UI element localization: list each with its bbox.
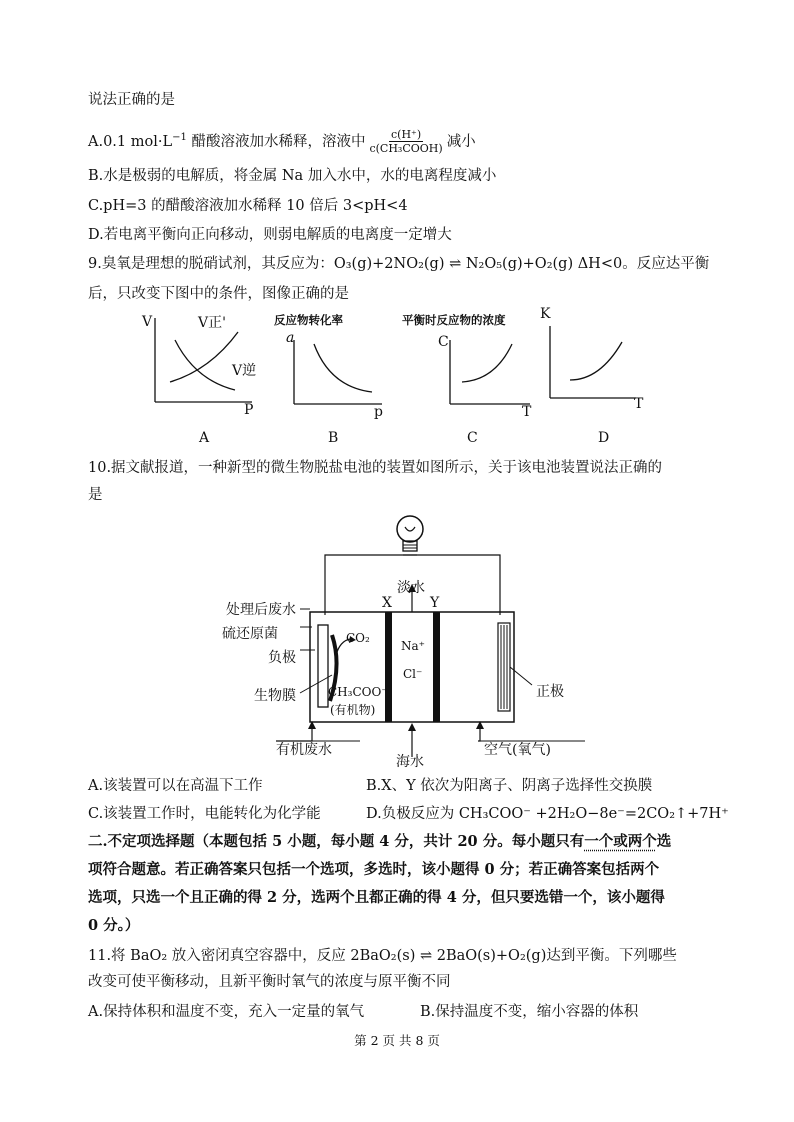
label-sea-water: 海水 <box>396 754 424 770</box>
q9-line1: 9.臭氧是理想的脱硝试剂，其反应为：O₃(g)+2NO₂(g) ⇌ N₂O₅(g)+O₂(g) ΔH<0。反应达平衡 <box>88 256 710 272</box>
label-cathode: 正极 <box>536 684 564 700</box>
q10-option-b: B.X、Y 依次为阳离子、阴离子选择性交换膜 <box>366 778 653 794</box>
label-waste-water: 有机废水 <box>276 742 332 758</box>
q10-line1: 10.据文献报道，一种新型的微生物脱盐电池的装置如图所示，关于该电池装置说法正确的 <box>88 460 663 476</box>
graph-c-y-label: C <box>438 334 449 350</box>
lightbulb-icon <box>397 516 423 551</box>
membrane-y <box>433 612 440 722</box>
q10-option-a: A.该装置可以在高温下工作 <box>88 778 263 794</box>
graph-a-letter: A <box>199 430 210 446</box>
label-na: Na⁺ <box>401 639 425 653</box>
graph-c-letter: C <box>467 430 478 446</box>
graph-c-title: 平衡时反应物的浓度 <box>402 313 506 327</box>
battery-diagram <box>200 505 620 770</box>
graph-a-y-label: V <box>142 314 153 330</box>
q8-option-c: C.pH=3 的醋酸溶液加水稀释 10 倍后 3<pH<4 <box>88 198 408 214</box>
graph-c-svg <box>400 312 540 422</box>
membrane-x <box>385 612 392 722</box>
graph-b-curve <box>314 344 372 392</box>
graph-a <box>140 310 270 420</box>
graph-a-curve1-label: V正' <box>198 315 226 331</box>
page-footer: 第 2 页 共 8 页 <box>354 1033 440 1048</box>
label-bacteria: 硫还原菌 <box>222 626 278 642</box>
label-air: 空气(氧气) <box>484 742 551 758</box>
graph-d-x-label: T <box>634 396 644 412</box>
graph-d-letter: D <box>598 430 610 446</box>
q10-option-d: D.负极反应为 CH₃COO⁻ +2H₂O−8e⁻=2CO₂↑+7H⁺ <box>366 806 729 822</box>
q8-a-fraction <box>367 128 444 155</box>
label-fresh-water: 淡水 <box>397 580 425 596</box>
graph-b-x-label: p <box>374 404 383 420</box>
q9-line2: 后，只改变下图中的条件，图像正确的是 <box>88 286 349 302</box>
graph-b-letter: B <box>328 430 339 446</box>
anode-electrode <box>318 625 328 707</box>
label-treated-water: 处理后废水 <box>226 602 296 618</box>
q11-line2: 改变可使平衡移动，且新平衡时氧气的浓度与原平衡不同 <box>88 974 451 990</box>
q8-option-b: B.水是极弱的电解质，将金属 Na 加入水中，水的电离程度减小 <box>88 168 497 184</box>
label-acetate: CH₃COO⁻ <box>328 685 388 699</box>
graph-c-x-label: T <box>522 404 532 420</box>
label-cl: Cl⁻ <box>403 667 423 681</box>
label-biofilm: 生物膜 <box>254 688 296 704</box>
section2-line1-emph: 一个或两个 <box>584 833 657 850</box>
graph-d <box>540 306 650 422</box>
graph-a-curve-forward <box>170 332 238 382</box>
graph-b-y-label: a <box>286 330 295 346</box>
q11-line1: 11.将 BaO₂ 放入密闭真空容器中，反应 2BaO₂(s) ⇌ 2BaO(s)+O₂(g)达到平衡。下列哪些 <box>88 948 677 964</box>
q8-a-post: 减小 <box>446 133 476 150</box>
graph-c-curve <box>462 344 512 382</box>
q8-option-d: D.若电离平衡向正向移动，则弱电解质的电离度一定增大 <box>88 227 452 243</box>
label-anode: 负极 <box>268 650 296 666</box>
q10-line2: 是 <box>88 487 103 503</box>
section2-line2: 项符合题意。若正确答案只包括一个选项，多选时，该小题得 0 分；若正确答案包括两个 <box>88 861 660 878</box>
graph-d-y-label: K <box>540 306 551 322</box>
q10-option-c: C.该装置工作时，电能转化为化学能 <box>88 806 321 822</box>
q8-a-numerator: c(H⁺) <box>391 128 422 142</box>
q11-option-a: A.保持体积和温度不变，充入一定量的氧气 <box>88 1004 365 1020</box>
section2-line1-a: 二.不定项选择题（本题包括 5 小题，每小题 4 分，共计 20 分。每小题只有 <box>88 833 585 850</box>
section2-line1-c: 选 <box>656 833 672 850</box>
label-co2: CO₂ <box>346 631 370 645</box>
q8-stem-end: 说法正确的是 <box>88 92 175 108</box>
section2-line4: 0 分。） <box>88 917 140 934</box>
q11-option-b: B.保持温度不变，缩小容器的体积 <box>420 1004 639 1020</box>
label-x: X <box>382 595 392 611</box>
graph-b-title: 反应物转化率 <box>274 313 343 327</box>
graph-b <box>274 312 392 422</box>
graph-a-curve2-label: V逆 <box>232 363 257 379</box>
graph-d-curve <box>570 342 622 380</box>
q8-a-sup: −1 <box>172 132 187 143</box>
section2-line3: 选项，只选一个且正确的得 2 分，选两个且都正确的得 4 分，但只要选错一个，该小题得 <box>88 889 665 906</box>
q8-a-mid: 醋酸溶液加水稀释，溶液中 <box>186 133 366 150</box>
section2-line1 <box>88 832 671 852</box>
q8-a-denominator: c(CH₃COOH) <box>369 142 443 156</box>
q8-a-pre: A.0.1 mol·L <box>88 133 173 150</box>
graph-c <box>400 312 540 422</box>
label-y: Y <box>430 595 440 611</box>
q8-option-a <box>88 128 476 155</box>
label-organic: (有机物) <box>330 703 376 717</box>
graph-a-x-label: P <box>244 402 254 418</box>
